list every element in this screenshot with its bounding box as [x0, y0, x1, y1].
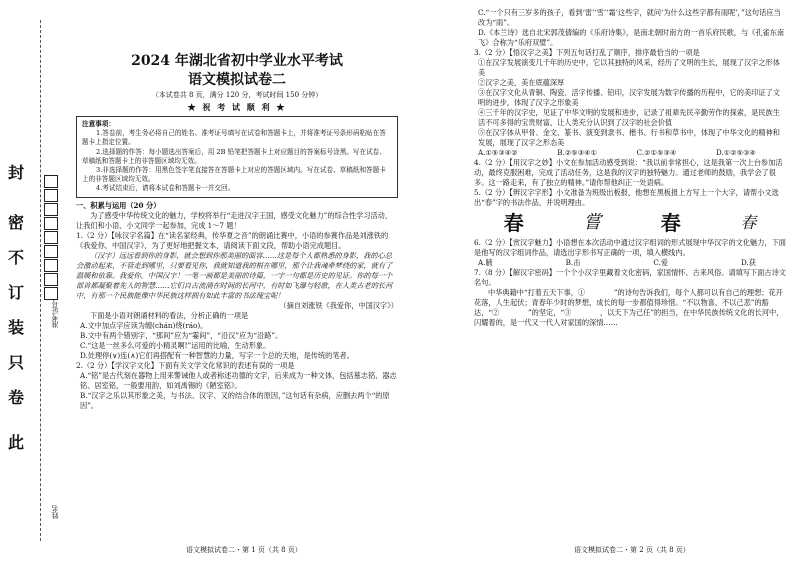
- question-5-lead: 5.（2 分）【辨汉字字形】小文准备为班级出板报，他想在黑板报上方写上一个大字，请帮小文选出“春”字的书法作品，并说明理由。: [474, 188, 779, 207]
- option-d: D.《本兰诗》选自北宋郭茂倩编的《乐府诗集》，是南北朝时南方的一首乐府民歌，与《孔雀东南飞》合称为“乐府双璧”。: [478, 28, 785, 47]
- notice-item: 4.考试结束后，请将本试卷和答题卡一并交回。: [96, 184, 235, 193]
- name-label: 姓名: [51, 505, 59, 519]
- calligraphy-glyph: 春: [503, 211, 524, 235]
- question-6-lead: 6.（2 分）【赏汉字魅力】小语想在本次活动中通过汉字组词的形式展现中华汉字的文化魅力，下面是他写的汉字组词作品，请选出字形书写正确的一项，填入横线内。: [474, 238, 786, 257]
- page-2: [474, 8, 786, 553]
- sentence-item: ②汉字之美，美在底蕴深厚: [478, 78, 565, 87]
- choice-c: C.爱: [653, 258, 669, 267]
- notice-item: 2.选择题的作答：每小题选出答案后，用 2B 铅笔把答题卡上对应题目的答案标号涂黑。写在试卷、草稿纸和答题卡上的非答题区域均无效。: [82, 147, 386, 165]
- seal-char: 订: [8, 283, 25, 302]
- choice-b: B.②⑤③④①: [557, 148, 598, 157]
- notice-item: 1.答卷前，考生务必将自己的姓名、准考证号填写在试卷和答题卡上，并将准考证号条形码粘贴在答题卡上指定位置。: [82, 129, 386, 147]
- choice-a: A.腋: [478, 258, 493, 267]
- choice-d: D.获: [741, 258, 756, 267]
- page-1: [76, 8, 398, 553]
- sentence-item: ④三千年的汉字史，见证了中华文明的发展和进步，记录了祖辈先民辛勤劳作的探索，是民族生活不可多得的宝贵财富，让人类充分认识到了汉字的社会价值: [478, 108, 780, 127]
- choice-a: A.①⑤③④②: [478, 148, 518, 157]
- option-a: A.文中加点字应读为缠(chán)绕(ráo)。: [80, 320, 208, 330]
- exam-info: （本试卷共 8 页，满分 120 分，考试时间 150 分钟）: [151, 91, 323, 99]
- seal-char: 卷: [8, 388, 25, 407]
- notice-title: 注意事项：: [82, 120, 115, 128]
- question-4-lead: 4.（2 分）【用汉字之妙】小文在参加活动感受到说：“我以前非常担心，这是我第一次上台参加活动，最终克服困难，完成了活动任务，这是我的汉字的独特魅力。通过老师的鼓励，我学会了很多。这一路走来，有了独立的精神。”请你帮他纠正一处语病。: [474, 158, 783, 187]
- option-b: B.“汉字之乐以其形象之美，与书法、汉字、又的结合体的原因，”这句话有杂病，应删去两个“的原因”。: [80, 390, 390, 410]
- page-footer: 语文模拟试卷二・第 2 页（共 8 页）: [574, 546, 690, 554]
- section-heading: 一、积累与运用（20 分）: [76, 200, 161, 210]
- question-1-lead: 1.（2 分）【咏汉字名篇】在“读名家经典，传华夏之音”的朗诵比赛中，小语的参赛作品是刘涨铁的《我爱你，中国汉字》，为了更好地把握文本，请阅读下面文段，帮助小语完成题目。: [76, 230, 389, 250]
- section-intro: 为了感受中华传统文化的魅力，学校将举行“走进汉字王国，感受文化魅力”的综合性学习活动，让我们和小语、小文同学一起参加，完成 1～7 题！: [76, 210, 393, 230]
- seal-char: 装: [8, 318, 25, 337]
- choice-b: B.击: [565, 258, 581, 267]
- binding-line: [40, 20, 41, 541]
- notice-item: 3.非选择题的作答：用黑色签字笔直接答在答题卡上对应的答题区域内。写在试卷、草稿纸和答题卡上的非答题区域均无效。: [82, 166, 386, 184]
- passage-source: （摘自刘涨铁《我爱你，中国汉字》）: [279, 300, 398, 310]
- binding-margin: [0, 0, 68, 561]
- question-1-stem: 下面是小语对朗诵材料的看法，分析正确的一项是: [90, 310, 249, 320]
- question-6-choices: [474, 258, 786, 268]
- sentence-item: ③在汉字文化从青铜、陶瓷、活字传播、铅印，汉字发展为数字传播的历程中，它的美印证了文明的进步，体现了汉字之形象美: [478, 88, 780, 107]
- reading-passage: （汉字）远远看到你的身影，就会想到你那美丽的面容……这是每个人都熟悉的身影，我的心总会激动起来，不管走到哪里，只要看见你，我就知道我的根在哪里，那个让我魂牵梦绕的家，就有了温暖和依靠。我爱你，中国汉字！一笔一画都是美丽的诗篇，一字一句都是历史的见证。你的每一个部首都凝聚着先人的智慧……它们自古流淌在时间的长河中，有时如飞瀑与轻歌，在人类古老的长河中，有那一个民族能像中华民族这样拥有如此丰富的书法瑰宝呢！: [76, 250, 393, 300]
- option-d: D.处理停(∨)连(∧)它们再搭配有一种智慧的力量，写字一个总的天地，是传统的笔者。: [80, 350, 354, 360]
- calligraphy-glyph: 嘗: [583, 212, 602, 233]
- seal-char: 封: [8, 163, 25, 182]
- page-footer: 语文模拟试卷二・第 1 页（共 8 页）: [186, 546, 302, 554]
- question-7-lead: 7.（8 分）【解汉字密码】一个个小汉字里藏着文化密码，家国情怀、古来风俗。请填写下面古诗文名句。: [474, 268, 786, 287]
- question-3-lead: 3.（2 分）【悟汉字之美】下列五句话打乱了顺序，排序最恰当的一项是: [474, 48, 700, 57]
- exam-subtitle: 语文模拟试卷二: [188, 72, 286, 88]
- calligraphy-glyph: 春: [740, 213, 757, 232]
- calligraphy-glyph: 春: [660, 211, 681, 235]
- notice-box: [76, 116, 398, 198]
- seal-char: 只: [8, 353, 25, 372]
- seal-char: 此: [8, 433, 25, 452]
- option-c: C.“一个只有三岁多的孩子，看到‘雷’‘雪’‘霜’这些字，就问‘为什么这些字都有雨呢’，”这句话应当改为“雨”。: [478, 8, 781, 27]
- good-luck-banner: ★ 祝 考 试 顺 利 ★: [187, 102, 287, 112]
- question-3-choices: [474, 148, 786, 158]
- option-c: C.“这是一丝多么可爱的小精灵啊!”运用的比喻，生动形象。: [80, 340, 271, 350]
- seal-char: 密: [8, 213, 25, 232]
- question-7-text: 中华典籍中“打着五天下事，① ”的诗句告诉我们，每个人都可以有自己的理想；花开花落，人生起伏；青春年少时的梦想，成长的每一步都值得珍惜。“不以物喜，不以己悲”的豁达，“② ”的坚定，“③ ，以天下为己任”的担当，在中华民族传统文化的长河中，闪耀着的，是一代又一代人对家国的深情……: [474, 288, 784, 327]
- seal-char: 不: [8, 248, 25, 267]
- choice-d: D.①②⑤③④: [715, 148, 756, 157]
- sentence-item: ①在汉字发展演变几千年的历史中，它以其独特的风采，经历了文明的生长，展现了汉字之形体美: [478, 58, 780, 77]
- sentence-item: ⑤在汉字体从甲骨、金文、篆书、演变到隶书、楷书、行书和草书中，体现了中华文化的精神和发展，展现了汉字之形态美: [478, 128, 780, 147]
- exam-no-label: 准考证号: [51, 300, 59, 328]
- exam-title: 2024 年湖北省初中学业水平考试: [131, 53, 343, 69]
- calligraphy-samples: [474, 210, 786, 236]
- option-b: B.文中有两个错别字，“那间”应为“霎间”，“沿汉”应为“沿路”。: [80, 330, 283, 340]
- exam-number-boxes: [44, 175, 58, 301]
- choice-c: C.②①⑤③④: [636, 148, 677, 157]
- question-2-lead: 2.（2 分）【学汉字文化】下面有关文学文化常识的表述有误的一项是: [76, 360, 295, 370]
- option-a: A.“铭”是古代刻在器物上用来警诫他人或者称述功德的文字，后来成为一种文体，包括墓志铭、器志铭、居室铭，一般要用韵，如刘禹锡的《陋室铭》。: [80, 370, 397, 390]
